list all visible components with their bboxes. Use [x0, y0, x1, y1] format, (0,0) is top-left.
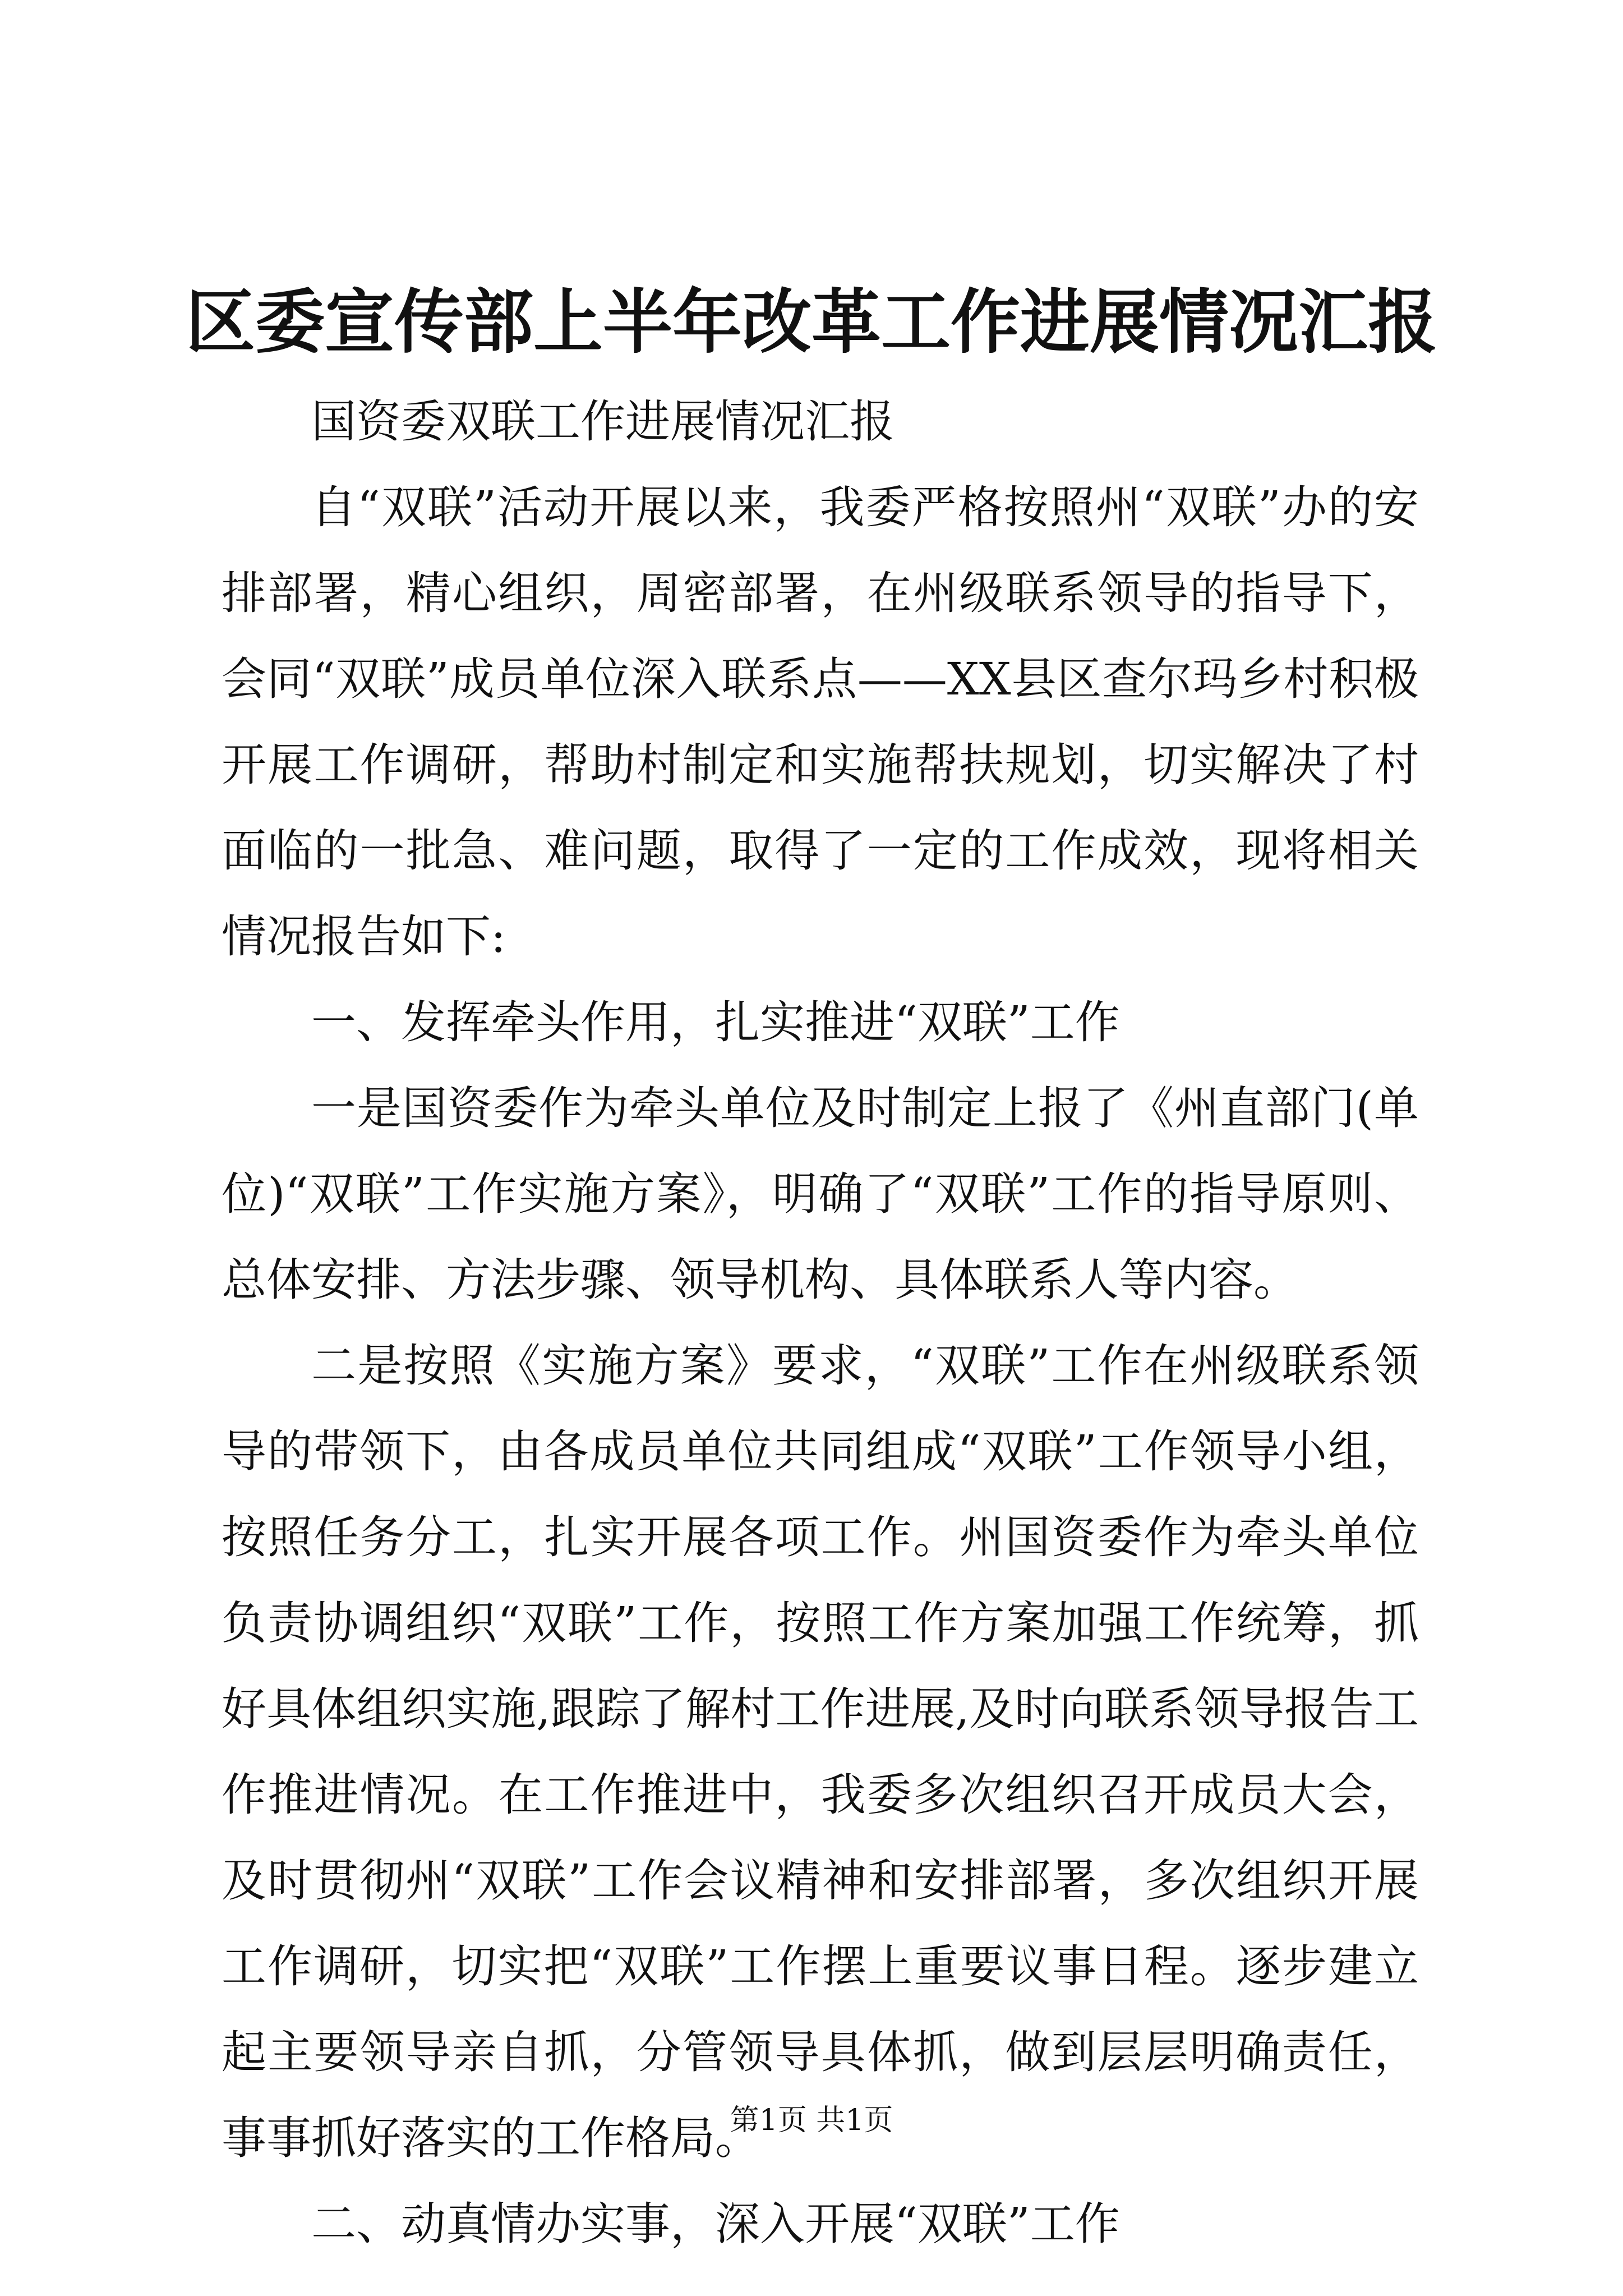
document-title: 区委宣传部上半年改革工作进展情况汇报	[185, 282, 1437, 363]
paragraph-subtitle: 国资委双联工作进展情况汇报	[311, 395, 895, 448]
paragraph-intro: 自“双联”活动开展以来，我委严格按照州“双联”办的安排部署，精心组织，周密部署，在州级联系领导的指导下，会同“双联”成员单位深入联系点——XX县区查尔玛乡村积极开展工作调研，帮助村制定和实施帮扶规划，切实解决了村面临的一批急、难问题，取得了一定的工作成效，现将相关情况报告如下:	[222, 481, 1419, 963]
document-body	[222, 379, 1419, 2267]
section-heading-1: 一、发挥牵头作用，扎实推进“双联”工作	[311, 996, 1120, 1048]
page-footer: 第1页 共1页	[730, 2104, 893, 2137]
section-heading-2: 二、动真情办实事，深入开展“双联”工作	[311, 2198, 1120, 2250]
paragraph-point-1: 一是国资委作为牵头单位及时制定上报了《州直部门(单位)“双联”工作实施方案》，明确了“双联”工作的指导原则、总体安排、方法步骤、领导机构、具体联系人等内容。	[222, 1082, 1419, 1306]
paragraph-point-2: 二是按照《实施方案》要求，“双联”工作在州级联系领导的带领下，由各成员单位共同组成“双联”工作领导小组，按照任务分工，扎实开展各项工作。州国资委作为牵头单位负责协调组织“双联”工作，按照工作方案加强工作统筹，抓好具体组织实施,跟踪了解村工作进展,及时向联系领导报告工作推进情况。在工作推进中，我委多次组织召开成员大会，及时贯彻州“双联”工作会议精神和安排部署，多次组织开展工作调研，切实把“双联”工作摆上重要议事日程。逐步建立起主要领导亲自抓，分管领导具体抓，做到层层明确责任，事事抓好落实的工作格局。	[222, 1340, 1419, 2164]
